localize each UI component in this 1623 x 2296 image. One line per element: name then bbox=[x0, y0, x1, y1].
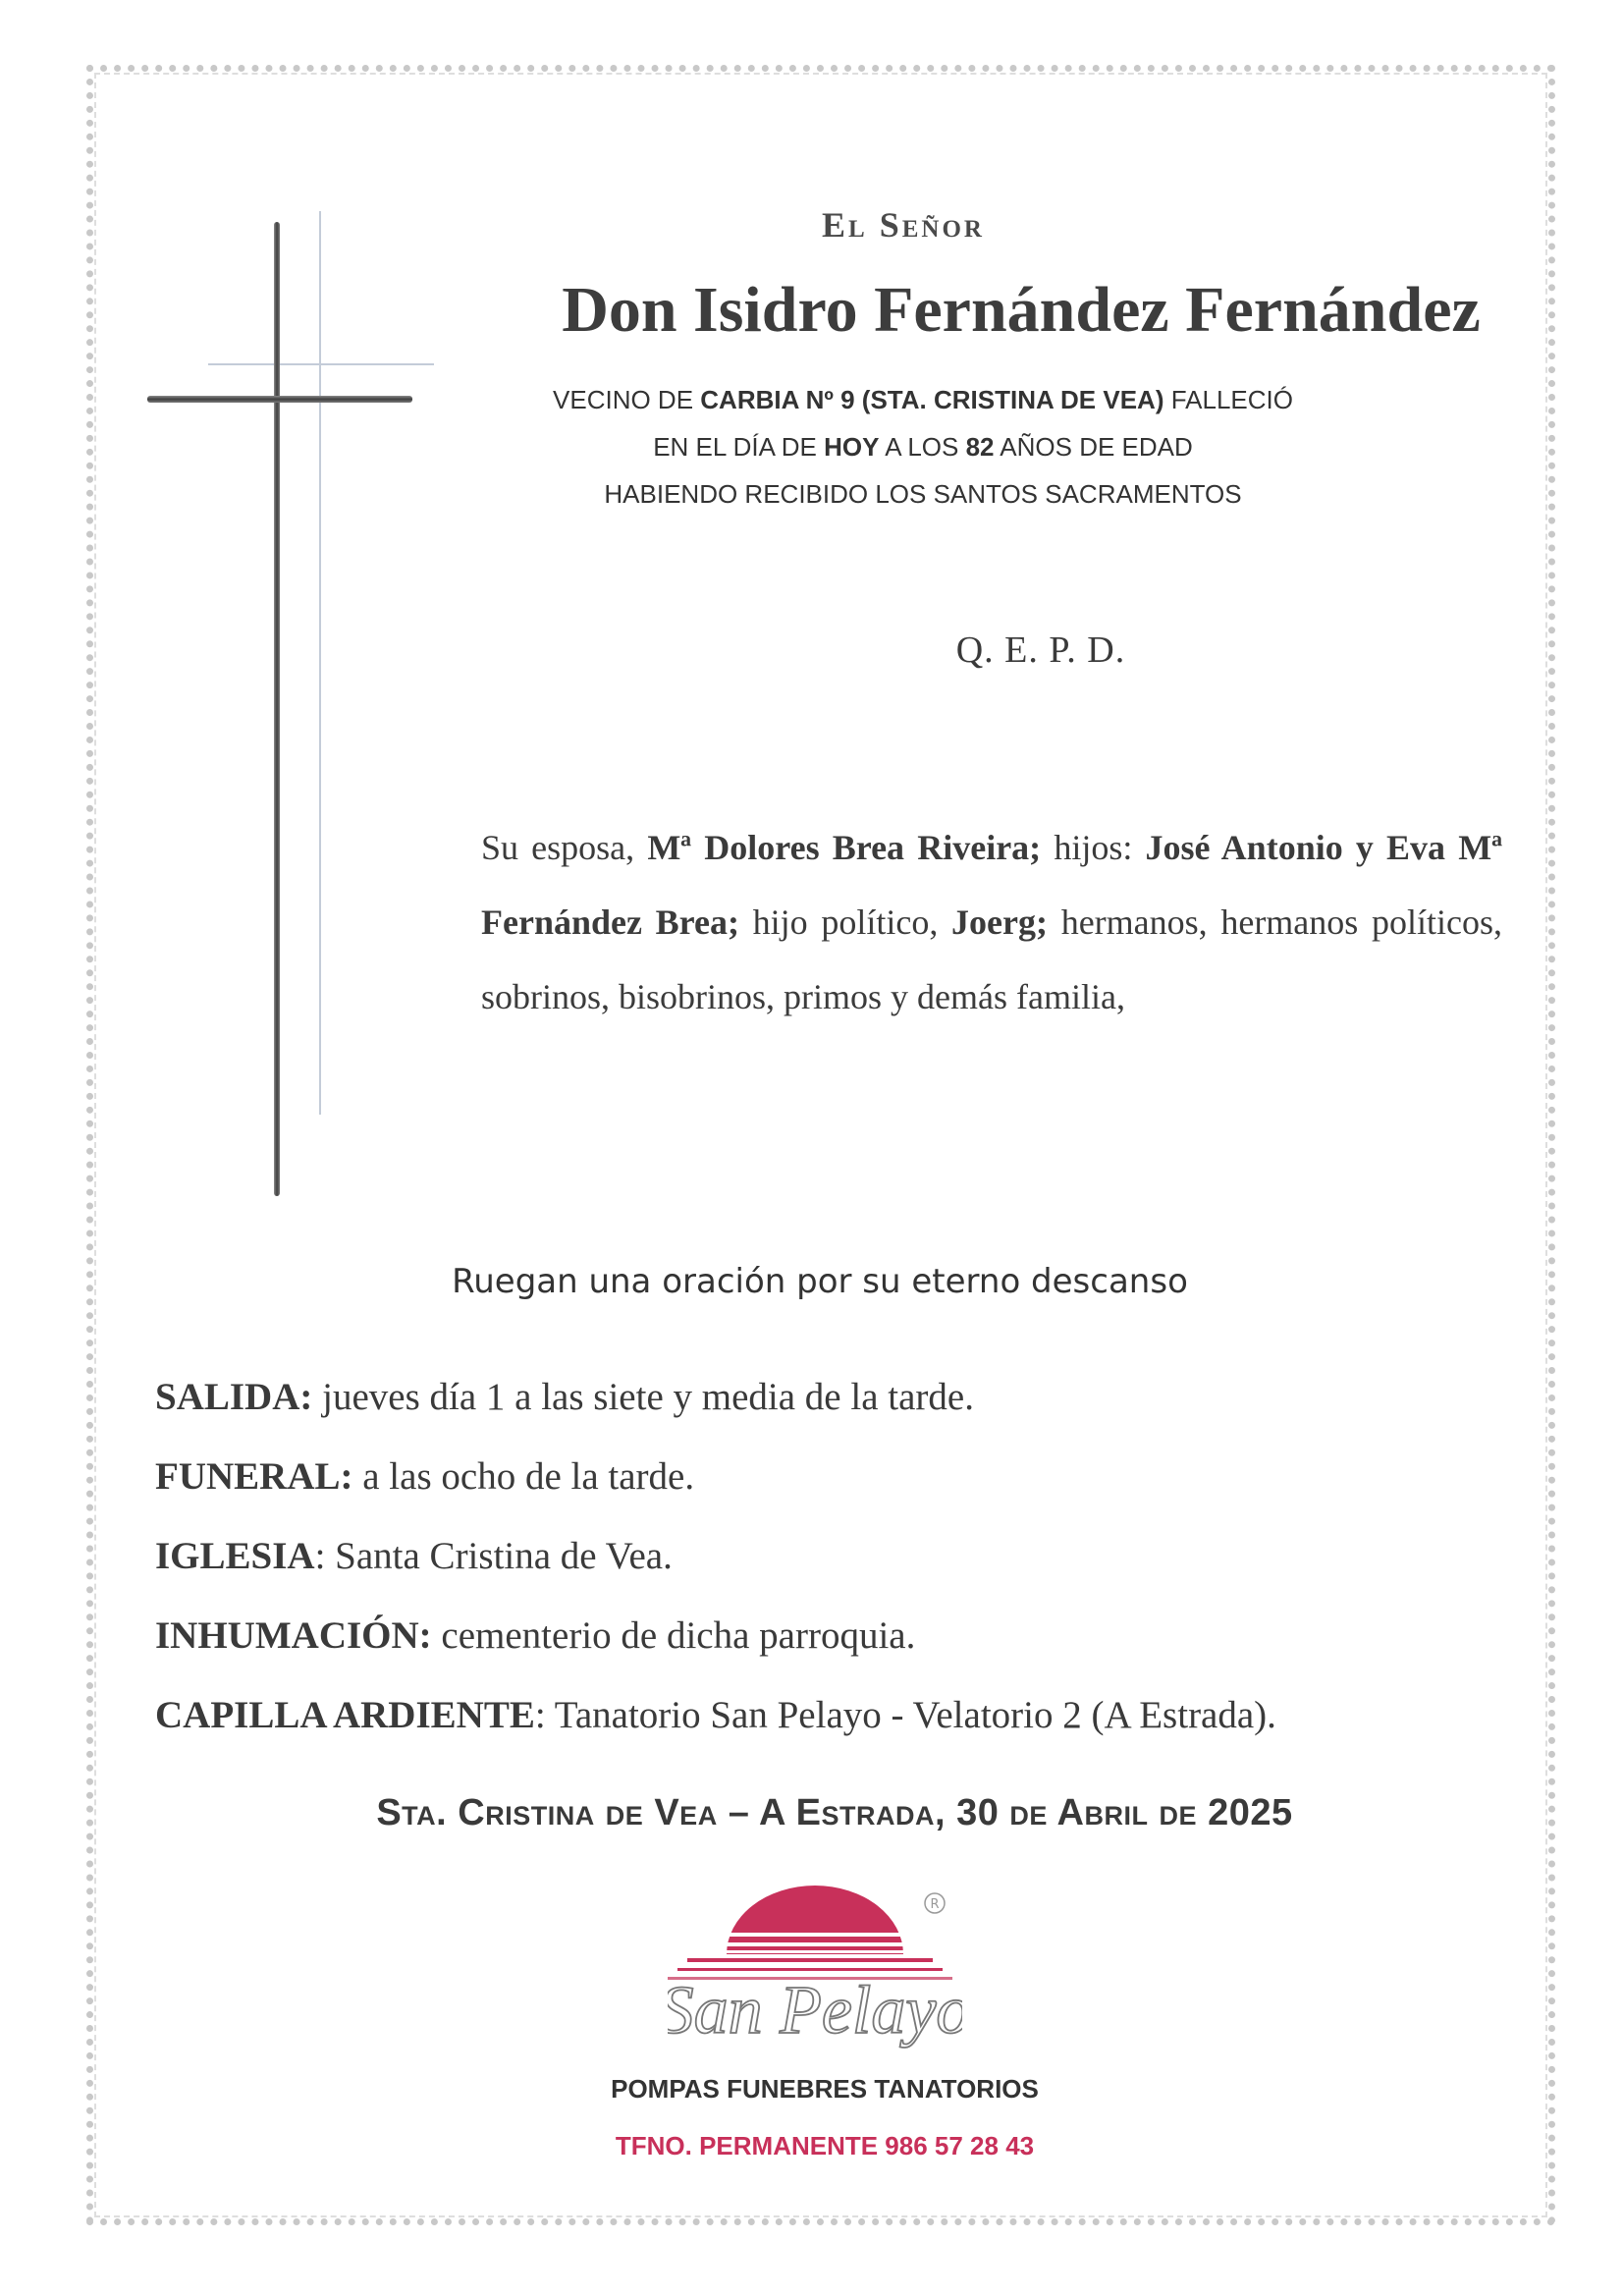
cross-icon-vertical bbox=[274, 222, 280, 1196]
detail-text: : Tanatorio San Pelayo - Velatorio 2 (A Estrada). bbox=[534, 1694, 1276, 1736]
info-day: HOY bbox=[824, 432, 880, 462]
family-paragraph bbox=[481, 810, 1502, 1034]
detail-inhumacion bbox=[155, 1613, 1549, 1658]
cross-shadow-vertical bbox=[319, 211, 321, 1115]
info-line-1 bbox=[530, 385, 1316, 415]
family-son-in-law: Joerg; bbox=[951, 902, 1048, 942]
info-text: VECINO DE bbox=[553, 385, 701, 414]
detail-funeral bbox=[155, 1454, 1549, 1499]
phone-number: TFNO. PERMANENTE 986 57 28 43 bbox=[615, 2131, 1035, 2160]
detail-label: CAPILLA ARDIENTE bbox=[155, 1694, 535, 1736]
detail-salida bbox=[155, 1375, 1549, 1419]
svg-text:R: R bbox=[930, 1897, 940, 1912]
detail-capilla bbox=[155, 1693, 1549, 1737]
cross-shadow-horizontal bbox=[208, 363, 434, 365]
info-age: 82 bbox=[965, 432, 995, 462]
logo-text: San Pelayo bbox=[668, 1973, 962, 2049]
info-line-2 bbox=[530, 432, 1316, 463]
family-text: Su esposa, bbox=[481, 828, 648, 867]
qepd: Q. E. P. D. bbox=[955, 629, 1126, 671]
info-address: CARBIA Nº 9 (STA. CRISTINA DE VEA) bbox=[700, 385, 1164, 414]
detail-text: a las ocho de la tarde. bbox=[352, 1455, 695, 1498]
logo-subtitle: POMPAS FUNEBRES TANATORIOS bbox=[611, 2074, 1039, 2104]
family-children: José Antonio y Eva Mª Fernández Brea; bbox=[481, 828, 1502, 942]
info-text: FALLECIÓ bbox=[1163, 385, 1293, 414]
san-pelayo-logo bbox=[668, 1886, 962, 2072]
detail-label: IGLESIA bbox=[155, 1535, 315, 1577]
detail-label: FUNERAL: bbox=[155, 1455, 353, 1498]
info-text: A LOS bbox=[879, 432, 966, 462]
family-text: hermanos, hermanos políticos, sobrinos, bisobrinos, primos y demás familia, bbox=[481, 902, 1502, 1016]
detail-text: jueves día 1 a las siete y media de la tarde. bbox=[312, 1376, 974, 1418]
info-text: EN EL DÍA DE bbox=[653, 432, 825, 462]
info-line-3: HABIENDO RECIBIDO LOS SANTOS SACRAMENTOS bbox=[604, 479, 1242, 509]
detail-text: : Santa Cristina de Vea. bbox=[314, 1535, 673, 1577]
place-date: Sta. Cristina de Vea – A Estrada, 30 de Abril de 2025 bbox=[376, 1792, 1293, 1833]
family-spouse: Mª Dolores Brea Riveira; bbox=[647, 828, 1042, 867]
info-text: AÑOS DE EDAD bbox=[994, 432, 1193, 462]
detail-iglesia bbox=[155, 1534, 1549, 1578]
deceased-name: Don Isidro Fernández Fernández bbox=[562, 274, 1481, 346]
detail-label: INHUMACIÓN: bbox=[155, 1614, 432, 1657]
family-text: hijo político, bbox=[738, 902, 952, 942]
detail-label: SALIDA: bbox=[155, 1376, 313, 1418]
cross-icon-horizontal bbox=[147, 396, 412, 403]
prayer-request: Ruegan una oración por su eterno descanso bbox=[452, 1262, 1188, 1301]
detail-text: cementerio de dicha parroquia. bbox=[431, 1614, 916, 1657]
family-text: hijos: bbox=[1041, 828, 1146, 867]
title-honorific: El Señor bbox=[822, 205, 985, 245]
